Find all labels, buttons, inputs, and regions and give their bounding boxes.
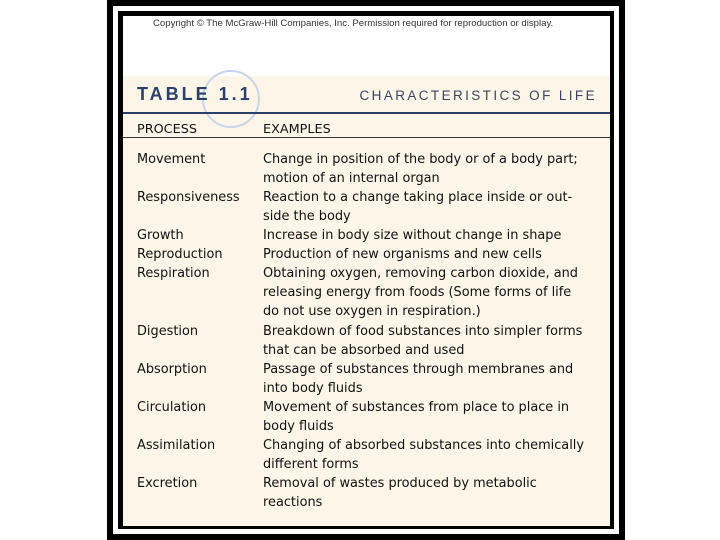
example-line: different forms	[263, 457, 359, 472]
table-label: TABLE 1.1	[137, 84, 253, 104]
example-line: releasing energy from foods (Some forms of life	[263, 285, 572, 300]
process-cell: Absorption	[137, 362, 207, 377]
process-cell: Responsiveness	[137, 190, 240, 205]
example-line: Breakdown of food substances into simpler forms	[263, 324, 583, 339]
example-line: Removal of wastes produced by metabolic	[263, 476, 537, 491]
copyright-notice: Copyright © The McGraw-Hill Companies, Inc. Permission required for reproduction or display.	[123, 16, 610, 76]
example-cell	[263, 226, 603, 245]
example-cell	[263, 150, 603, 188]
process-cell: Excretion	[137, 476, 198, 491]
table-page	[123, 16, 610, 526]
example-line: into body fluids	[263, 381, 363, 396]
example-line: Production of new organisms and new cells	[263, 247, 542, 262]
process-cell: Circulation	[137, 400, 207, 415]
example-cell	[263, 264, 603, 321]
example-line: body fluids	[263, 419, 334, 434]
example-line: Change in position of the body or of a body part;	[263, 152, 578, 167]
header-examples: EXAMPLES	[263, 122, 331, 137]
example-line: motion of an internal organ	[263, 171, 440, 186]
table-title: CHARACTERISTICS OF LIFE	[359, 88, 597, 103]
process-cell: Digestion	[137, 324, 199, 339]
example-line: do not use oxygen in respiration.)	[263, 304, 481, 319]
example-cell	[263, 245, 603, 264]
example-line: Movement of substances from place to place in	[263, 400, 570, 415]
process-cell: Reproduction	[137, 247, 223, 262]
process-cell: Assimilation	[137, 438, 216, 453]
title-rule	[123, 112, 610, 114]
process-cell: Respiration	[137, 266, 210, 281]
process-cell: Growth	[137, 228, 184, 243]
example-line: Obtaining oxygen, removing carbon dioxide, and	[263, 266, 578, 281]
example-cell	[263, 322, 603, 360]
example-cell	[263, 360, 603, 398]
process-cell: Movement	[137, 152, 206, 167]
example-cell	[263, 398, 603, 436]
header-process: PROCESS	[137, 122, 197, 137]
example-line: Increase in body size without change in shape	[263, 228, 562, 243]
example-cell	[263, 436, 603, 474]
example-line: reactions	[263, 495, 323, 510]
example-line: that can be absorbed and used	[263, 343, 465, 358]
example-line: Passage of substances through membranes and	[263, 362, 574, 377]
example-cell	[263, 474, 603, 512]
example-line: side the body	[263, 209, 351, 224]
example-cell	[263, 188, 603, 226]
header-rule	[123, 137, 610, 138]
example-line: Changing of absorbed substances into chemically	[263, 438, 584, 453]
example-line: Reaction to a change taking place inside or out-	[263, 190, 573, 205]
